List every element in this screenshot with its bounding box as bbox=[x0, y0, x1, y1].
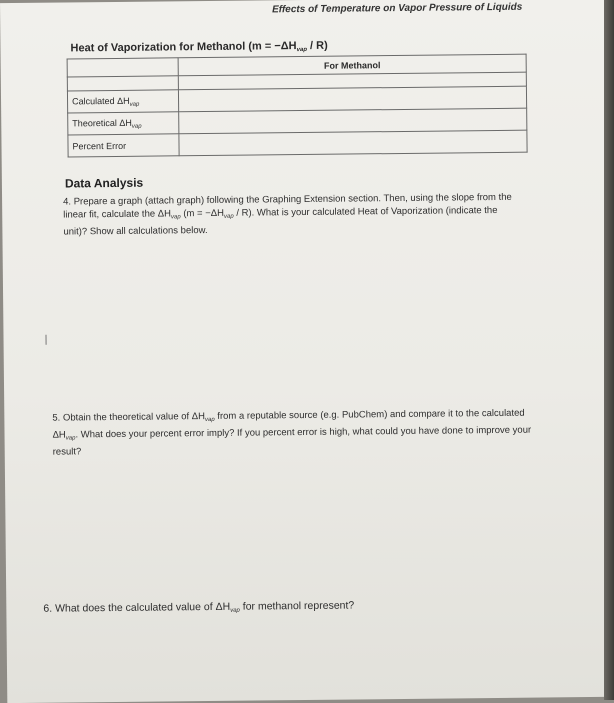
pencil-mark bbox=[45, 335, 46, 345]
table-row bbox=[68, 130, 527, 157]
section-title bbox=[70, 40, 327, 56]
results-table bbox=[67, 54, 528, 158]
question-6 bbox=[43, 597, 563, 619]
column-header: For Methanol bbox=[178, 54, 526, 76]
question-5 bbox=[52, 406, 552, 458]
row-label-percent-error bbox=[68, 134, 179, 157]
row-label-text: Theoretical ΔH bbox=[72, 117, 132, 128]
q4-text-2: (m = −ΔH bbox=[180, 207, 225, 220]
q6-sub-1: vap bbox=[230, 607, 240, 614]
background-edge bbox=[604, 0, 614, 700]
row-label-sub: vap bbox=[131, 123, 142, 130]
question-4 bbox=[63, 191, 523, 239]
table-corner-cell bbox=[67, 58, 178, 77]
section-title-text: Heat of Vaporization for Methanol (m = −ΔH bbox=[70, 40, 297, 55]
row-label-text: Calculated ΔH bbox=[71, 95, 130, 106]
q4-text-1: 4. Prepare a graph (attach graph) following the Graphing Extension section. Then, using the slope from the linear fit, calculate the ΔH bbox=[63, 191, 512, 221]
section-title-sub: vap bbox=[296, 46, 308, 54]
q5-text-2: from a reputable source (e.g. PubChem) and compare it to the calculated ΔH bbox=[52, 407, 525, 441]
q4-sub-1: vap bbox=[170, 214, 181, 221]
row-label-sub: vap bbox=[129, 101, 140, 108]
header-title: Effects of Temperature on Vapor Pressure of Liquids bbox=[272, 1, 523, 16]
row-label-calculated bbox=[67, 90, 178, 113]
spacer-cell-label bbox=[67, 76, 178, 91]
row-label-text: Percent Error bbox=[72, 140, 127, 151]
q4-sub-2: vap bbox=[223, 213, 234, 220]
row-value-percent-error[interactable] bbox=[179, 130, 527, 156]
q5-sub-1: vap bbox=[205, 416, 215, 424]
q4-text-3: / R). What is your calculated Heat of Vaporization (indicate the unit)? Show all calculations below. bbox=[63, 204, 498, 238]
section-title-end: / R) bbox=[306, 39, 328, 52]
q6-text-2: for methanol represent? bbox=[239, 599, 355, 613]
data-analysis-title: Data Analysis bbox=[64, 175, 144, 191]
q5-sub-2: vap bbox=[65, 435, 76, 442]
q6-text-1: 6. What does the calculated value of ΔH bbox=[43, 600, 231, 615]
row-label-theoretical bbox=[68, 112, 179, 135]
q5-text-3: . What does your percent error imply? If you percent error is high, what could you have done to improve your result? bbox=[52, 424, 532, 458]
q5-text-1: 5. Obtain the theoretical value of ΔH bbox=[52, 411, 206, 424]
